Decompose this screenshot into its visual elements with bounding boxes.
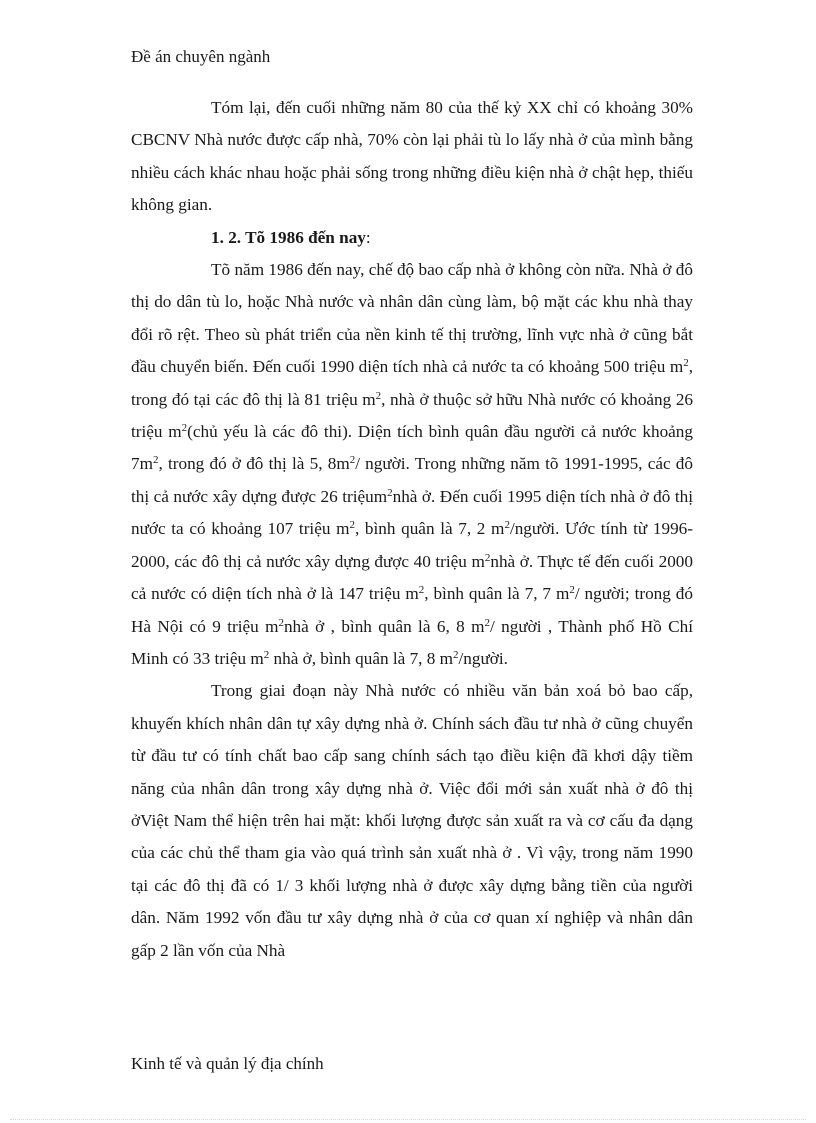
- superscript: 2: [453, 648, 459, 661]
- stat-text: nhà ở. Đến cuối 1995 diện tích nhà ở đô thị nước ta có khoảng 107 triệu m: [131, 486, 693, 539]
- superscript: 2: [387, 486, 393, 499]
- stat-text: Tõ năm 1986 đến nay, chế độ bao cấp nhà ở không còn nữa. Nhà ở đô thị do dân tù lo, hoặc Nhà nước và nhân dân cùng làm, bộ mặt các khu nhà thay đổi rõ rệt. Theo sù phát triển của nền kinh tế thị trường, lĩnh vực nhà ở cũng bắt đầu chuyển biến. Đến cuối 1990 diện tích nhà cả nước ta có khoảng 500 triệu m: [131, 260, 693, 377]
- superscript: 2: [484, 551, 491, 564]
- stat-text: nhà ở , bình quân là 6, 8 m: [283, 616, 485, 636]
- page-bottom-rule: [10, 1119, 806, 1120]
- paragraph-summary: Tóm lại, đến cuối những năm 80 của thế kỷ XX chỉ có khoảng 30% CBCNV Nhà nước được cấp nhà, 70% còn lại phải tù lo lấy nhà ở của mình bằng nhiều cách khác nhau hoặc phải sống trong những điều kiện nhà ở chật hẹp, thiếu không gian.: [131, 98, 693, 215]
- section-heading-text: 1. 2. Tõ 1986 đến nay: [211, 227, 366, 247]
- stat-text: , bình quân là 7, 7 m: [424, 584, 570, 604]
- stat-text: / người; trong đó Hà Nội có 9 triệu m: [131, 584, 693, 636]
- superscript: 2: [375, 389, 382, 402]
- superscript: 2: [152, 454, 159, 467]
- stat-text: nhà ở. Thực tế đến cuối 2000 cả nước có diện tích nhà ở là 147 triệu m: [131, 551, 693, 604]
- superscript: 2: [278, 616, 284, 629]
- superscript: 2: [349, 454, 356, 467]
- superscript: 2: [349, 519, 355, 532]
- stat-text: , nhà ở thuộc sở hữu Nhà nước có khoảng 26 triệu m: [131, 389, 694, 442]
- stat-text: , bình quân là 7, 2 m: [354, 519, 505, 539]
- superscript: 2: [181, 422, 188, 435]
- stat-text: (chủ yếu là các đô thi). Diện tích bình quân đầu người cả nước khoảng 7m: [131, 422, 693, 474]
- stat-text: , trong đó tại các đô thị là 81 triệu m: [131, 357, 693, 409]
- paragraph-statistics: [131, 254, 693, 675]
- superscript: 2: [569, 584, 575, 597]
- stat-text: / người. Trong những năm tõ 1991-1995, các đô thị cả nước xây dựng được 26 triệum: [131, 454, 693, 506]
- superscript: 2: [683, 357, 689, 370]
- document-body: [131, 92, 693, 967]
- stat-text: / người , Thành phố Hồ Chí Minh có 33 triệu m: [131, 616, 693, 668]
- paragraph-policy: Trong giai đoạn này Nhà nước có nhiều văn bản xoá bỏ bao cấp, khuyến khích nhân dân tự xây dựng nhà ở. Chính sách đầu tư nhà ở cũng chuyển từ đầu tư có tính chất bao cấp sang chính sách tạo điều kiện đã khơi dậy tiềm năng của nhân dân trong xây dựng nhà ở. Việc đổi mới sản xuất nhà ở đô thị ởViệt Nam thể hiện trên hai mặt: khối lượng được sản xuất ra và cơ cấu đa dạng của các chủ thể tham gia vào quá trình sản xuất nhà ở . Vì vậy, trong năm 1990 tại các đô thị đã có 1/ 3 khối lượng nhà ở được xây dựng bằng tiền của người dân. Năm 1992 vốn đầu tư xây dựng nhà ở của cơ quan xí nghiệp và nhân dân gấp 2 lần vốn của Nhà: [131, 681, 693, 960]
- stat-text: nhà ở, bình quân là 7, 8 m: [269, 648, 454, 668]
- page-footer: Kinh tế và quản lý địa chính: [131, 1054, 324, 1073]
- section-heading: [131, 222, 693, 254]
- stat-text: , trong đó ở đô thị là 5, 8m: [158, 454, 350, 474]
- superscript: 2: [484, 616, 490, 629]
- stat-text: /người.: [458, 648, 508, 668]
- superscript: 2: [263, 648, 270, 661]
- superscript: 2: [504, 519, 510, 532]
- stat-text: /người. Ước tính từ 1996-2000, các đô thị cả nước xây dựng được 40 triệu m: [131, 519, 693, 571]
- section-heading-colon: :: [365, 227, 371, 247]
- page-header: Đề án chuyên ngành: [131, 47, 271, 66]
- superscript: 2: [418, 584, 425, 597]
